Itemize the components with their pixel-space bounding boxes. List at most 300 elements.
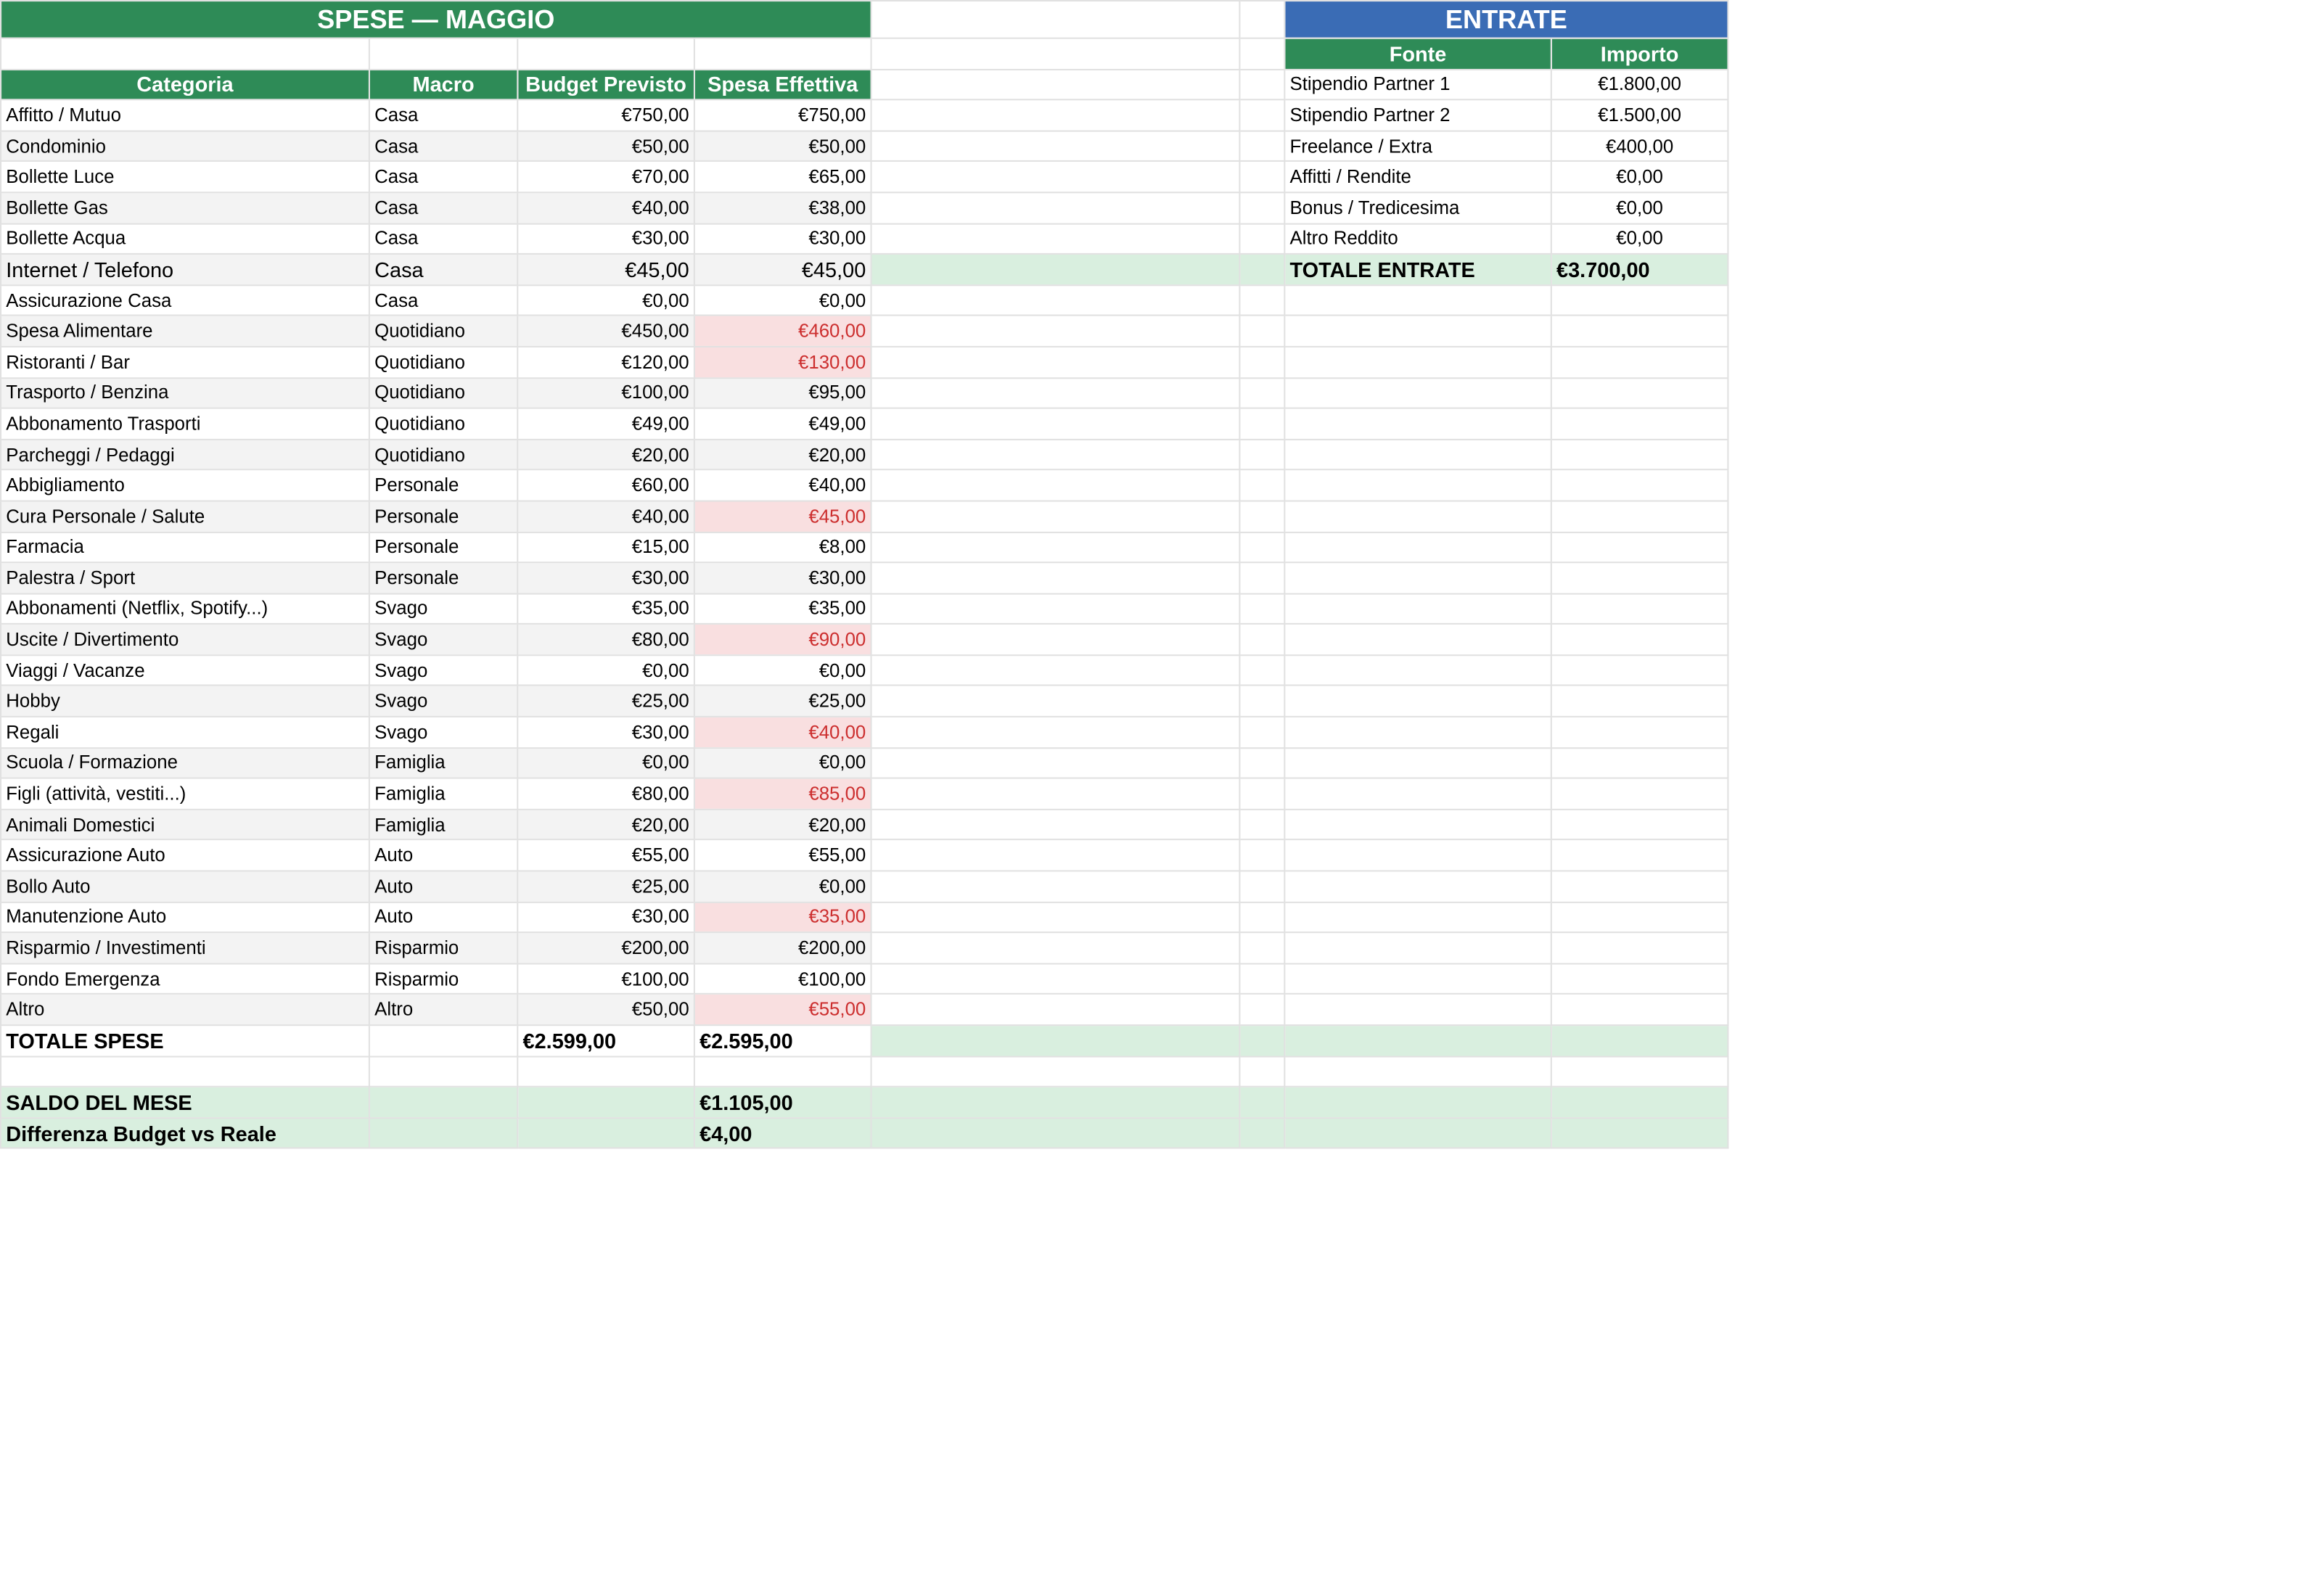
macro-cell[interactable]: Svago (369, 624, 517, 655)
differenza-value[interactable]: €4,00 (694, 1118, 871, 1149)
cell[interactable] (1239, 963, 1284, 995)
categoria-cell[interactable]: Bollette Gas (1, 192, 369, 223)
categoria-cell[interactable]: Uscite / Divertimento (1, 624, 369, 655)
budget-cell[interactable]: €35,00 (517, 593, 694, 625)
cell[interactable] (1239, 562, 1284, 593)
budget-cell[interactable]: €20,00 (517, 810, 694, 841)
cell[interactable] (1239, 38, 1284, 70)
categoria-cell[interactable]: Assicurazione Casa (1, 285, 369, 316)
budget-cell[interactable]: €20,00 (517, 439, 694, 470)
entrate-importo[interactable]: €1.500,00 (1551, 100, 1728, 131)
cell[interactable] (1284, 408, 1551, 440)
cell[interactable] (871, 408, 1240, 440)
macro-cell[interactable]: Personale (369, 501, 517, 532)
macro-cell[interactable]: Altro (369, 995, 517, 1026)
table-row (1, 655, 1728, 686)
spesa-cell[interactable]: €20,00 (694, 439, 871, 470)
cell[interactable] (517, 1087, 694, 1118)
spese-title[interactable]: SPESE — MAGGIO (1, 1, 871, 38)
macro-cell[interactable]: Personale (369, 470, 517, 501)
cell[interactable] (1551, 902, 1728, 933)
macro-cell[interactable]: Svago (369, 655, 517, 686)
spesa-cell[interactable]: €50,00 (694, 131, 871, 162)
totale-spese-label[interactable]: TOTALE SPESE (1, 1025, 369, 1056)
categoria-cell[interactable]: Palestra / Sport (1, 562, 369, 593)
cell[interactable] (369, 1056, 517, 1087)
cell[interactable] (871, 963, 1240, 995)
cell[interactable] (871, 1056, 1240, 1087)
cell[interactable] (871, 995, 1240, 1026)
cell[interactable] (1551, 285, 1728, 316)
categoria-cell[interactable]: Manutenzione Auto (1, 902, 369, 933)
categoria-cell[interactable]: Scuola / Formazione (1, 748, 369, 779)
cell[interactable] (1551, 562, 1728, 593)
cell[interactable] (1551, 933, 1728, 964)
budget-cell[interactable]: €80,00 (517, 624, 694, 655)
spesa-cell[interactable]: €100,00 (694, 963, 871, 995)
spesa-cell[interactable]: €40,00 (694, 470, 871, 501)
cell[interactable] (871, 1, 1240, 38)
spesa-cell[interactable]: €200,00 (694, 933, 871, 964)
cell[interactable] (1239, 254, 1284, 285)
cell[interactable] (694, 1056, 871, 1087)
spesa-cell[interactable]: €35,00 (694, 902, 871, 933)
cell[interactable] (871, 902, 1240, 933)
categoria-cell[interactable]: Regali (1, 717, 369, 748)
categoria-cell[interactable]: Fondo Emergenza (1, 963, 369, 995)
budget-cell[interactable]: €45,00 (517, 254, 694, 285)
macro-cell[interactable]: Casa (369, 131, 517, 162)
table-row (1, 285, 1728, 316)
categoria-cell[interactable]: Hobby (1, 686, 369, 717)
cell[interactable] (1239, 1087, 1284, 1118)
spesa-cell[interactable]: €0,00 (694, 285, 871, 316)
entrate-importo[interactable]: €0,00 (1551, 223, 1728, 255)
cell[interactable] (1284, 840, 1551, 871)
cell[interactable] (1239, 593, 1284, 625)
cell[interactable] (1284, 347, 1551, 378)
cell[interactable] (1284, 686, 1551, 717)
budget-cell[interactable]: €25,00 (517, 871, 694, 902)
categoria-cell[interactable]: Animali Domestici (1, 810, 369, 841)
spesa-cell[interactable]: €25,00 (694, 686, 871, 717)
categoria-cell[interactable]: Parcheggi / Pedaggi (1, 439, 369, 470)
cell[interactable] (517, 1056, 694, 1087)
cell[interactable] (871, 686, 1240, 717)
cell[interactable] (1284, 562, 1551, 593)
cell[interactable] (1284, 501, 1551, 532)
spesa-cell[interactable]: €0,00 (694, 748, 871, 779)
cell[interactable] (1239, 686, 1284, 717)
spesa-cell[interactable]: €8,00 (694, 532, 871, 563)
categoria-cell[interactable]: Affitto / Mutuo (1, 100, 369, 131)
table-row (1, 38, 1728, 70)
budget-cell[interactable]: €25,00 (517, 686, 694, 717)
cell[interactable] (1284, 1118, 1551, 1149)
entrate-importo[interactable]: €400,00 (1551, 131, 1728, 162)
cell[interactable] (1239, 347, 1284, 378)
cell[interactable] (1239, 439, 1284, 470)
cell[interactable] (369, 38, 517, 70)
cell[interactable] (871, 377, 1240, 408)
totale-entrate-label[interactable]: TOTALE ENTRATE (1284, 254, 1551, 285)
cell[interactable] (1551, 470, 1728, 501)
entrate-importo[interactable]: €1.800,00 (1551, 69, 1728, 100)
cell[interactable] (871, 778, 1240, 810)
budget-cell[interactable]: €50,00 (517, 131, 694, 162)
categoria-cell[interactable]: Abbonamenti (Netflix, Spotify...) (1, 593, 369, 625)
cell[interactable] (1, 38, 369, 70)
cell[interactable] (1551, 439, 1728, 470)
budget-cell[interactable]: €55,00 (517, 840, 694, 871)
header-categoria[interactable]: Categoria (1, 69, 369, 100)
cell[interactable] (1284, 377, 1551, 408)
cell[interactable] (1239, 810, 1284, 841)
cell[interactable] (1284, 778, 1551, 810)
cell[interactable] (871, 655, 1240, 686)
cell[interactable] (1239, 377, 1284, 408)
macro-cell[interactable]: Casa (369, 285, 517, 316)
header-macro[interactable]: Macro (369, 69, 517, 100)
header-budget[interactable]: Budget Previsto (517, 69, 694, 100)
cell[interactable] (1239, 501, 1284, 532)
macro-cell[interactable]: Svago (369, 593, 517, 625)
categoria-cell[interactable]: Farmacia (1, 532, 369, 563)
cell[interactable] (1551, 532, 1728, 563)
cell[interactable] (1284, 624, 1551, 655)
cell[interactable] (1239, 192, 1284, 223)
spesa-cell[interactable]: €0,00 (694, 871, 871, 902)
cell[interactable] (369, 1118, 517, 1149)
cell[interactable] (1551, 624, 1728, 655)
cell[interactable] (1284, 593, 1551, 625)
cell[interactable] (1284, 902, 1551, 933)
macro-cell[interactable]: Casa (369, 100, 517, 131)
budget-cell[interactable]: €30,00 (517, 717, 694, 748)
cell[interactable] (1551, 377, 1728, 408)
cell[interactable] (369, 1025, 517, 1056)
totale-entrate-value[interactable]: €3.700,00 (1551, 254, 1728, 285)
cell[interactable] (1239, 1118, 1284, 1149)
budget-cell[interactable]: €0,00 (517, 748, 694, 779)
cell[interactable] (1551, 717, 1728, 748)
entrate-header-fonte[interactable]: Fonte (1284, 38, 1551, 70)
macro-cell[interactable]: Famiglia (369, 748, 517, 779)
cell[interactable] (1551, 810, 1728, 841)
cell[interactable] (1551, 748, 1728, 779)
categoria-cell[interactable]: Bollette Luce (1, 162, 369, 193)
spesa-cell[interactable]: €38,00 (694, 192, 871, 223)
macro-cell[interactable]: Svago (369, 686, 517, 717)
table-row (1, 192, 1728, 223)
cell[interactable] (1239, 655, 1284, 686)
categoria-cell[interactable]: Figli (attività, vestiti...) (1, 778, 369, 810)
spesa-cell[interactable]: €30,00 (694, 562, 871, 593)
macro-cell[interactable]: Casa (369, 254, 517, 285)
budget-cell[interactable]: €30,00 (517, 562, 694, 593)
macro-cell[interactable]: Famiglia (369, 810, 517, 841)
cell[interactable] (1239, 840, 1284, 871)
spesa-cell[interactable]: €35,00 (694, 593, 871, 625)
table-row (1, 593, 1728, 625)
spesa-cell[interactable]: €0,00 (694, 655, 871, 686)
differenza-label[interactable]: Differenza Budget vs Reale (1, 1118, 369, 1149)
budget-cell[interactable]: €100,00 (517, 377, 694, 408)
macro-cell[interactable]: Casa (369, 223, 517, 255)
spesa-cell[interactable]: €65,00 (694, 162, 871, 193)
categoria-cell[interactable]: Abbigliamento (1, 470, 369, 501)
cell[interactable] (871, 439, 1240, 470)
budget-cell[interactable]: €40,00 (517, 501, 694, 532)
cell[interactable] (1284, 933, 1551, 964)
cell[interactable] (1551, 963, 1728, 995)
cell[interactable] (1551, 655, 1728, 686)
cell[interactable] (1284, 532, 1551, 563)
table-row (1, 69, 1728, 100)
cell[interactable] (871, 810, 1240, 841)
macro-cell[interactable]: Casa (369, 192, 517, 223)
budget-cell[interactable]: €70,00 (517, 162, 694, 193)
cell[interactable] (1551, 840, 1728, 871)
cell[interactable] (871, 254, 1240, 285)
categoria-cell[interactable]: Internet / Telefono (1, 254, 369, 285)
cell[interactable] (871, 501, 1240, 532)
categoria-cell[interactable]: Ristoranti / Bar (1, 347, 369, 378)
cell[interactable] (871, 1118, 1240, 1149)
cell[interactable] (871, 748, 1240, 779)
cell[interactable] (517, 38, 694, 70)
categoria-cell[interactable]: Spesa Alimentare (1, 316, 369, 347)
cell[interactable] (1239, 69, 1284, 100)
categoria-cell[interactable]: Bollo Auto (1, 871, 369, 902)
spesa-cell[interactable]: €45,00 (694, 501, 871, 532)
cell[interactable] (1284, 470, 1551, 501)
cell[interactable] (871, 840, 1240, 871)
categoria-cell[interactable]: Risparmio / Investimenti (1, 933, 369, 964)
cell[interactable] (1239, 1056, 1284, 1087)
spesa-cell[interactable]: €750,00 (694, 100, 871, 131)
cell[interactable] (1239, 1, 1284, 38)
cell[interactable] (871, 285, 1240, 316)
saldo-label[interactable]: SALDO DEL MESE (1, 1087, 369, 1118)
cell[interactable] (1239, 223, 1284, 255)
cell[interactable] (871, 100, 1240, 131)
cell[interactable] (1239, 408, 1284, 440)
budget-cell[interactable]: €60,00 (517, 470, 694, 501)
entrate-fonte[interactable]: Affitti / Rendite (1284, 162, 1551, 193)
cell[interactable] (871, 1087, 1240, 1118)
header-spesa[interactable]: Spesa Effettiva (694, 69, 871, 100)
categoria-cell[interactable]: Assicurazione Auto (1, 840, 369, 871)
entrate-fonte[interactable]: Stipendio Partner 2 (1284, 100, 1551, 131)
entrate-fonte[interactable]: Freelance / Extra (1284, 131, 1551, 162)
cell[interactable] (1551, 1025, 1728, 1056)
cell[interactable] (871, 162, 1240, 193)
spesa-cell[interactable]: €20,00 (694, 810, 871, 841)
cell[interactable] (1551, 593, 1728, 625)
cell[interactable] (1239, 717, 1284, 748)
cell[interactable] (871, 933, 1240, 964)
cell[interactable] (1239, 933, 1284, 964)
budget-cell[interactable]: €30,00 (517, 902, 694, 933)
cell[interactable] (1551, 1087, 1728, 1118)
cell[interactable] (871, 347, 1240, 378)
cell[interactable] (1551, 1056, 1728, 1087)
cell[interactable] (1551, 871, 1728, 902)
budget-cell[interactable]: €100,00 (517, 963, 694, 995)
spesa-cell[interactable]: €40,00 (694, 717, 871, 748)
cell[interactable] (1551, 408, 1728, 440)
macro-cell[interactable]: Auto (369, 871, 517, 902)
budget-cell[interactable]: €0,00 (517, 655, 694, 686)
cell[interactable] (871, 624, 1240, 655)
saldo-value[interactable]: €1.105,00 (694, 1087, 871, 1118)
spesa-cell[interactable]: €30,00 (694, 223, 871, 255)
budget-cell[interactable]: €750,00 (517, 100, 694, 131)
cell[interactable] (1239, 162, 1284, 193)
macro-cell[interactable]: Quotidiano (369, 439, 517, 470)
entrate-fonte[interactable]: Altro Reddito (1284, 223, 1551, 255)
budget-cell[interactable]: €200,00 (517, 933, 694, 964)
table-row (1, 717, 1728, 748)
cell[interactable] (1284, 439, 1551, 470)
cell[interactable] (1551, 501, 1728, 532)
spesa-cell[interactable]: €49,00 (694, 408, 871, 440)
categoria-cell[interactable]: Altro (1, 995, 369, 1026)
categoria-cell[interactable]: Viaggi / Vacanze (1, 655, 369, 686)
cell[interactable] (1239, 131, 1284, 162)
cell[interactable] (1284, 810, 1551, 841)
cell[interactable] (1239, 100, 1284, 131)
macro-cell[interactable]: Quotidiano (369, 347, 517, 378)
totale-budget[interactable]: €2.599,00 (517, 1025, 694, 1056)
cell[interactable] (694, 38, 871, 70)
macro-cell[interactable]: Auto (369, 840, 517, 871)
cell[interactable] (1239, 532, 1284, 563)
macro-cell[interactable]: Svago (369, 717, 517, 748)
cell[interactable] (871, 38, 1240, 70)
entrate-fonte[interactable]: Bonus / Tredicesima (1284, 192, 1551, 223)
spesa-cell[interactable]: €85,00 (694, 778, 871, 810)
categoria-cell[interactable]: Condominio (1, 131, 369, 162)
cell[interactable] (1284, 995, 1551, 1026)
spesa-cell[interactable]: €130,00 (694, 347, 871, 378)
budget-cell[interactable]: €30,00 (517, 223, 694, 255)
macro-cell[interactable]: Casa (369, 162, 517, 193)
cell[interactable] (871, 223, 1240, 255)
cell[interactable] (871, 871, 1240, 902)
cell[interactable] (1284, 963, 1551, 995)
macro-cell[interactable]: Quotidiano (369, 408, 517, 440)
macro-cell[interactable]: Personale (369, 532, 517, 563)
spesa-cell[interactable]: €45,00 (694, 254, 871, 285)
budget-cell[interactable]: €80,00 (517, 778, 694, 810)
cell[interactable] (1284, 1087, 1551, 1118)
entrate-header-importo[interactable]: Importo (1551, 38, 1728, 70)
cell[interactable] (871, 316, 1240, 347)
cell[interactable] (369, 1087, 517, 1118)
macro-cell[interactable]: Quotidiano (369, 377, 517, 408)
entrate-importo[interactable]: €0,00 (1551, 192, 1728, 223)
cell[interactable] (1551, 686, 1728, 717)
spesa-cell[interactable]: €55,00 (694, 840, 871, 871)
macro-cell[interactable]: Famiglia (369, 778, 517, 810)
cell[interactable] (1239, 902, 1284, 933)
cell[interactable] (1284, 748, 1551, 779)
cell[interactable] (1239, 748, 1284, 779)
cell[interactable] (871, 69, 1240, 100)
cell[interactable] (1284, 871, 1551, 902)
entrate-importo[interactable]: €0,00 (1551, 162, 1728, 193)
cell[interactable] (1239, 470, 1284, 501)
cell[interactable] (871, 470, 1240, 501)
cell[interactable] (1239, 1025, 1284, 1056)
cell[interactable] (871, 532, 1240, 563)
cell[interactable] (871, 593, 1240, 625)
table-row (1, 810, 1728, 841)
cell[interactable] (1284, 655, 1551, 686)
macro-cell[interactable]: Risparmio (369, 933, 517, 964)
budget-cell[interactable]: €450,00 (517, 316, 694, 347)
categoria-cell[interactable]: Bollette Acqua (1, 223, 369, 255)
macro-cell[interactable]: Auto (369, 902, 517, 933)
cell[interactable] (1, 1056, 369, 1087)
macro-cell[interactable]: Quotidiano (369, 316, 517, 347)
cell[interactable] (871, 192, 1240, 223)
cell[interactable] (1551, 778, 1728, 810)
macro-cell[interactable]: Personale (369, 562, 517, 593)
budget-cell[interactable]: €15,00 (517, 532, 694, 563)
spesa-cell[interactable]: €55,00 (694, 995, 871, 1026)
cell[interactable] (871, 717, 1240, 748)
categoria-cell[interactable]: Cura Personale / Salute (1, 501, 369, 532)
budget-cell[interactable]: €0,00 (517, 285, 694, 316)
spesa-cell[interactable]: €460,00 (694, 316, 871, 347)
cell[interactable] (1551, 995, 1728, 1026)
cell[interactable] (1239, 995, 1284, 1026)
cell[interactable] (1551, 316, 1728, 347)
entrate-fonte[interactable]: Stipendio Partner 1 (1284, 69, 1551, 100)
cell[interactable] (1284, 1025, 1551, 1056)
cell[interactable] (871, 562, 1240, 593)
spesa-cell[interactable]: €95,00 (694, 377, 871, 408)
cell[interactable] (871, 1025, 1240, 1056)
cell[interactable] (1284, 316, 1551, 347)
cell[interactable] (1239, 285, 1284, 316)
cell[interactable] (517, 1118, 694, 1149)
spesa-cell[interactable]: €90,00 (694, 624, 871, 655)
cell[interactable] (1239, 778, 1284, 810)
categoria-cell[interactable]: Trasporto / Benzina (1, 377, 369, 408)
cell[interactable] (871, 131, 1240, 162)
cell[interactable] (1284, 717, 1551, 748)
budget-cell[interactable]: €120,00 (517, 347, 694, 378)
budget-cell[interactable]: €40,00 (517, 192, 694, 223)
cell[interactable] (1284, 1056, 1551, 1087)
budget-cell[interactable]: €50,00 (517, 995, 694, 1026)
entrate-title[interactable]: ENTRATE (1284, 1, 1728, 38)
cell[interactable] (1239, 316, 1284, 347)
totale-spesa[interactable]: €2.595,00 (694, 1025, 871, 1056)
cell[interactable] (1551, 347, 1728, 378)
cell[interactable] (1239, 871, 1284, 902)
cell[interactable] (1551, 1118, 1728, 1149)
budget-cell[interactable]: €49,00 (517, 408, 694, 440)
macro-cell[interactable]: Risparmio (369, 963, 517, 995)
cell[interactable] (1284, 285, 1551, 316)
categoria-cell[interactable]: Abbonamento Trasporti (1, 408, 369, 440)
cell[interactable] (1239, 624, 1284, 655)
